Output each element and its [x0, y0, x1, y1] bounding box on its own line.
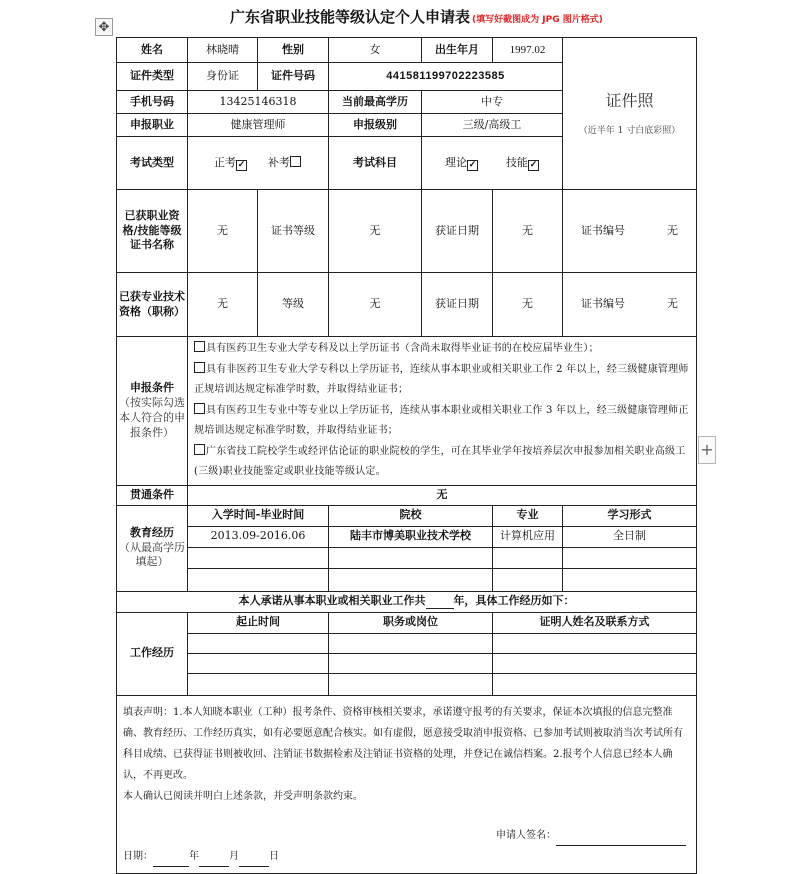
application-form-table — [116, 37, 697, 874]
work-position[interactable] — [329, 653, 493, 673]
table-row — [117, 526, 697, 547]
table-row — [117, 547, 697, 568]
level-value[interactable]: 三级/高级工 — [422, 114, 563, 137]
name-label: 姓名 — [117, 38, 188, 63]
cert2-no-value[interactable]: 无 — [666, 297, 678, 311]
add-row-plus-icon[interactable]: + — [698, 436, 716, 464]
education-major[interactable] — [493, 547, 563, 568]
exam-regular-label: 正考 — [214, 155, 236, 169]
education-school[interactable] — [329, 568, 493, 591]
education-mode[interactable]: 全日制 — [563, 526, 697, 547]
work-years-field[interactable] — [426, 597, 454, 609]
signature-row — [123, 825, 690, 846]
table-row — [117, 673, 697, 695]
date-month-label: 月 — [229, 850, 239, 862]
table-row — [117, 568, 697, 591]
id-type-label: 证件类型 — [117, 63, 188, 91]
exam-skill-label: 技能 — [505, 155, 528, 169]
table-row — [117, 653, 697, 673]
phone-value[interactable]: 13425146318 — [188, 91, 329, 114]
exam-type-options — [188, 137, 329, 190]
education-major[interactable]: 计算机应用 — [493, 526, 563, 547]
education-major[interactable] — [493, 568, 563, 591]
gender-label: 性别 — [258, 38, 329, 63]
exam-theory-label: 理论 — [445, 155, 467, 169]
work-period[interactable] — [188, 673, 329, 695]
form-title-note: (填写好截图成为 JPG 图片格式) — [472, 15, 603, 25]
condition-item[interactable]: 具有医药卫生专业中等专业以上学历证书，连续从事本职业或相关职业工作 3 年以上，经三级健康管理师正规培训达规定标准学时数，并取得结业证书； — [194, 404, 689, 436]
level-label: 申报级别 — [329, 114, 422, 137]
cert2-date-label: 获证日期 — [422, 273, 493, 337]
education-label: 教育经历 — [130, 525, 174, 539]
cert1-level-value[interactable]: 无 — [329, 190, 422, 273]
edu-label: 当前最高学历 — [329, 91, 422, 114]
work-header-reference: 证明人姓名及联系方式 — [493, 612, 697, 633]
work-header-position: 职务或岗位 — [329, 612, 493, 633]
form-header — [230, 6, 603, 27]
exam-subject-options — [422, 137, 563, 190]
birth-label: 出生年月 — [422, 38, 493, 63]
cert1-level-label: 证书等级 — [258, 190, 329, 273]
edu-value[interactable]: 中专 — [422, 91, 563, 114]
cert2-level-value[interactable]: 无 — [329, 273, 422, 337]
work-header-period: 起止时间 — [188, 612, 329, 633]
table-move-handle-icon[interactable]: ✥ — [95, 18, 113, 36]
occupation-value[interactable]: 健康管理师 — [188, 114, 329, 137]
conditions-sublabel: （按实际勾选本人符合的申报条件） — [119, 395, 185, 439]
phone-label: 手机号码 — [117, 91, 188, 114]
exam-subject-label: 考试科目 — [329, 137, 422, 190]
exam-makeup-checkbox[interactable] — [290, 156, 301, 167]
date-year-label: 年 — [189, 850, 199, 862]
work-position[interactable] — [329, 633, 493, 653]
cert2-value[interactable]: 无 — [188, 273, 258, 337]
exam-regular-checkbox[interactable]: ✓ — [237, 159, 246, 170]
cert1-date-label: 获证日期 — [422, 190, 493, 273]
date-day-label: 日 — [269, 850, 279, 862]
exam-makeup-label: 补考 — [267, 155, 290, 169]
date-label: 日期： — [123, 850, 153, 862]
education-period[interactable] — [188, 547, 329, 568]
photo-note: （近半年 1 寸白底彩照） — [578, 126, 681, 137]
cert1-no-label: 证书编号 — [581, 223, 626, 237]
form-title: 广东省职业技能等级认定个人申请表 — [230, 8, 471, 26]
exam-theory-checkbox[interactable]: ✓ — [468, 159, 477, 170]
education-school[interactable]: 陆丰市博美职业技术学校 — [329, 526, 493, 547]
declaration-confirm: 本人确认已阅读并明白上述条款，并受声明条款约束。 — [123, 790, 363, 802]
education-mode[interactable] — [563, 547, 697, 568]
cert2-date-value[interactable]: 无 — [493, 273, 563, 337]
condition-item[interactable]: 广东省技工院校学生或经评估论证的职业院校的学生，可在其毕业学年按培养层次申报参加相关职业高级工(三级)职业技能鉴定或职业技能等级认定。 — [194, 445, 686, 477]
occupation-label: 申报职业 — [117, 114, 188, 137]
work-promise — [117, 591, 697, 612]
work-position[interactable] — [329, 673, 493, 695]
condition-item[interactable]: 具有医药卫生专业大学专科及以上学历证书（含尚未取得毕业证书的在校应届毕业生）； — [194, 339, 690, 360]
date-day-field[interactable] — [239, 854, 269, 867]
cert2-no-cell — [563, 273, 697, 337]
cert2-level-label: 等级 — [258, 273, 329, 337]
exam-type-label: 考试类型 — [117, 137, 188, 190]
education-school[interactable] — [329, 547, 493, 568]
education-header-major: 专业 — [493, 505, 563, 526]
id-no-value[interactable]: 441581199702223585 — [329, 63, 563, 91]
date-row — [123, 846, 690, 867]
conditions-label: 申报条件 — [130, 381, 174, 395]
conditions-list — [188, 337, 697, 486]
work-period[interactable] — [188, 633, 329, 653]
name-value[interactable]: 林晓晴 — [188, 38, 258, 63]
signature-label: 申请人签名： — [496, 829, 556, 841]
condition-item[interactable]: 具有非医药卫生专业大学专科以上学历证书，连续从事本职业或相关职业工作 2 年以上，经三级健康管理师正规培训达规定标准学时数，并取得结业证书； — [194, 363, 689, 395]
work-reference[interactable] — [493, 633, 697, 653]
cert2-label: 已获专业技术资格（职称） — [117, 273, 188, 337]
green-label: 贯通条件 — [117, 485, 188, 505]
id-no-label: 证件号码 — [258, 63, 329, 91]
education-sublabel: （从最高学历填起） — [119, 540, 185, 569]
education-label-cell — [117, 505, 188, 591]
gender-value[interactable]: 女 — [329, 38, 422, 63]
declaration-cell — [117, 695, 697, 873]
signature-field[interactable] — [556, 833, 686, 846]
cert1-no-cell — [563, 190, 697, 273]
work-period[interactable] — [188, 653, 329, 673]
work-promise-pre: 本人承诺从事本职业或相关职业工作共 — [238, 594, 426, 608]
education-header-school: 院校 — [329, 505, 493, 526]
education-mode[interactable] — [563, 568, 697, 591]
cert2-no-label: 证书编号 — [581, 297, 626, 311]
work-reference[interactable] — [493, 673, 697, 695]
declaration-text: 填表声明：1.本人知晓本职业（工种）报考条件、资格审核相关要求，承诺遵守报考的有关要求，保证本次填报的信息完整准确、教育经历、工作经历真实，如有必要愿意配合核实。如有虚假，愿意接受取消申报资格、已参加考试则被取消当次考试所有科目成绩、已获得证书则被收回、注销证书数据检索及注销证书资格的处理，并登记在诚信档案。2.报考个人信息已经本人确认，不再更改。 — [123, 706, 683, 781]
education-header-period: 入学时间-毕业时间 — [188, 505, 329, 526]
work-label: 工作经历 — [117, 612, 188, 695]
education-period[interactable] — [188, 568, 329, 591]
exam-skill-checkbox[interactable]: ✓ — [529, 159, 538, 170]
cert1-value[interactable]: 无 — [188, 190, 258, 273]
condition-checkbox[interactable] — [194, 444, 205, 455]
date-year-field[interactable] — [153, 854, 189, 867]
green-value[interactable]: 无 — [188, 485, 697, 505]
cert1-label: 已获职业资格/技能等级证书名称 — [117, 190, 188, 273]
cert1-date-value[interactable]: 无 — [493, 190, 563, 273]
date-month-field[interactable] — [199, 854, 229, 867]
birth-value[interactable]: 1997.02 — [493, 38, 563, 63]
photo-box[interactable] — [563, 38, 697, 190]
cert1-no-value[interactable]: 无 — [666, 223, 678, 237]
work-reference[interactable] — [493, 653, 697, 673]
education-header-mode: 学习形式 — [563, 505, 697, 526]
work-promise-post: 年，具体工作经历如下： — [453, 594, 575, 608]
condition-checkbox[interactable] — [194, 341, 205, 352]
conditions-label-cell — [117, 337, 188, 486]
condition-checkbox[interactable] — [194, 362, 205, 373]
education-period[interactable]: 2013.09-2016.06 — [188, 526, 329, 547]
condition-checkbox[interactable] — [194, 403, 205, 414]
photo-title: 证件照 — [605, 90, 654, 110]
table-row — [117, 633, 697, 653]
id-type-value[interactable]: 身份证 — [188, 63, 258, 91]
